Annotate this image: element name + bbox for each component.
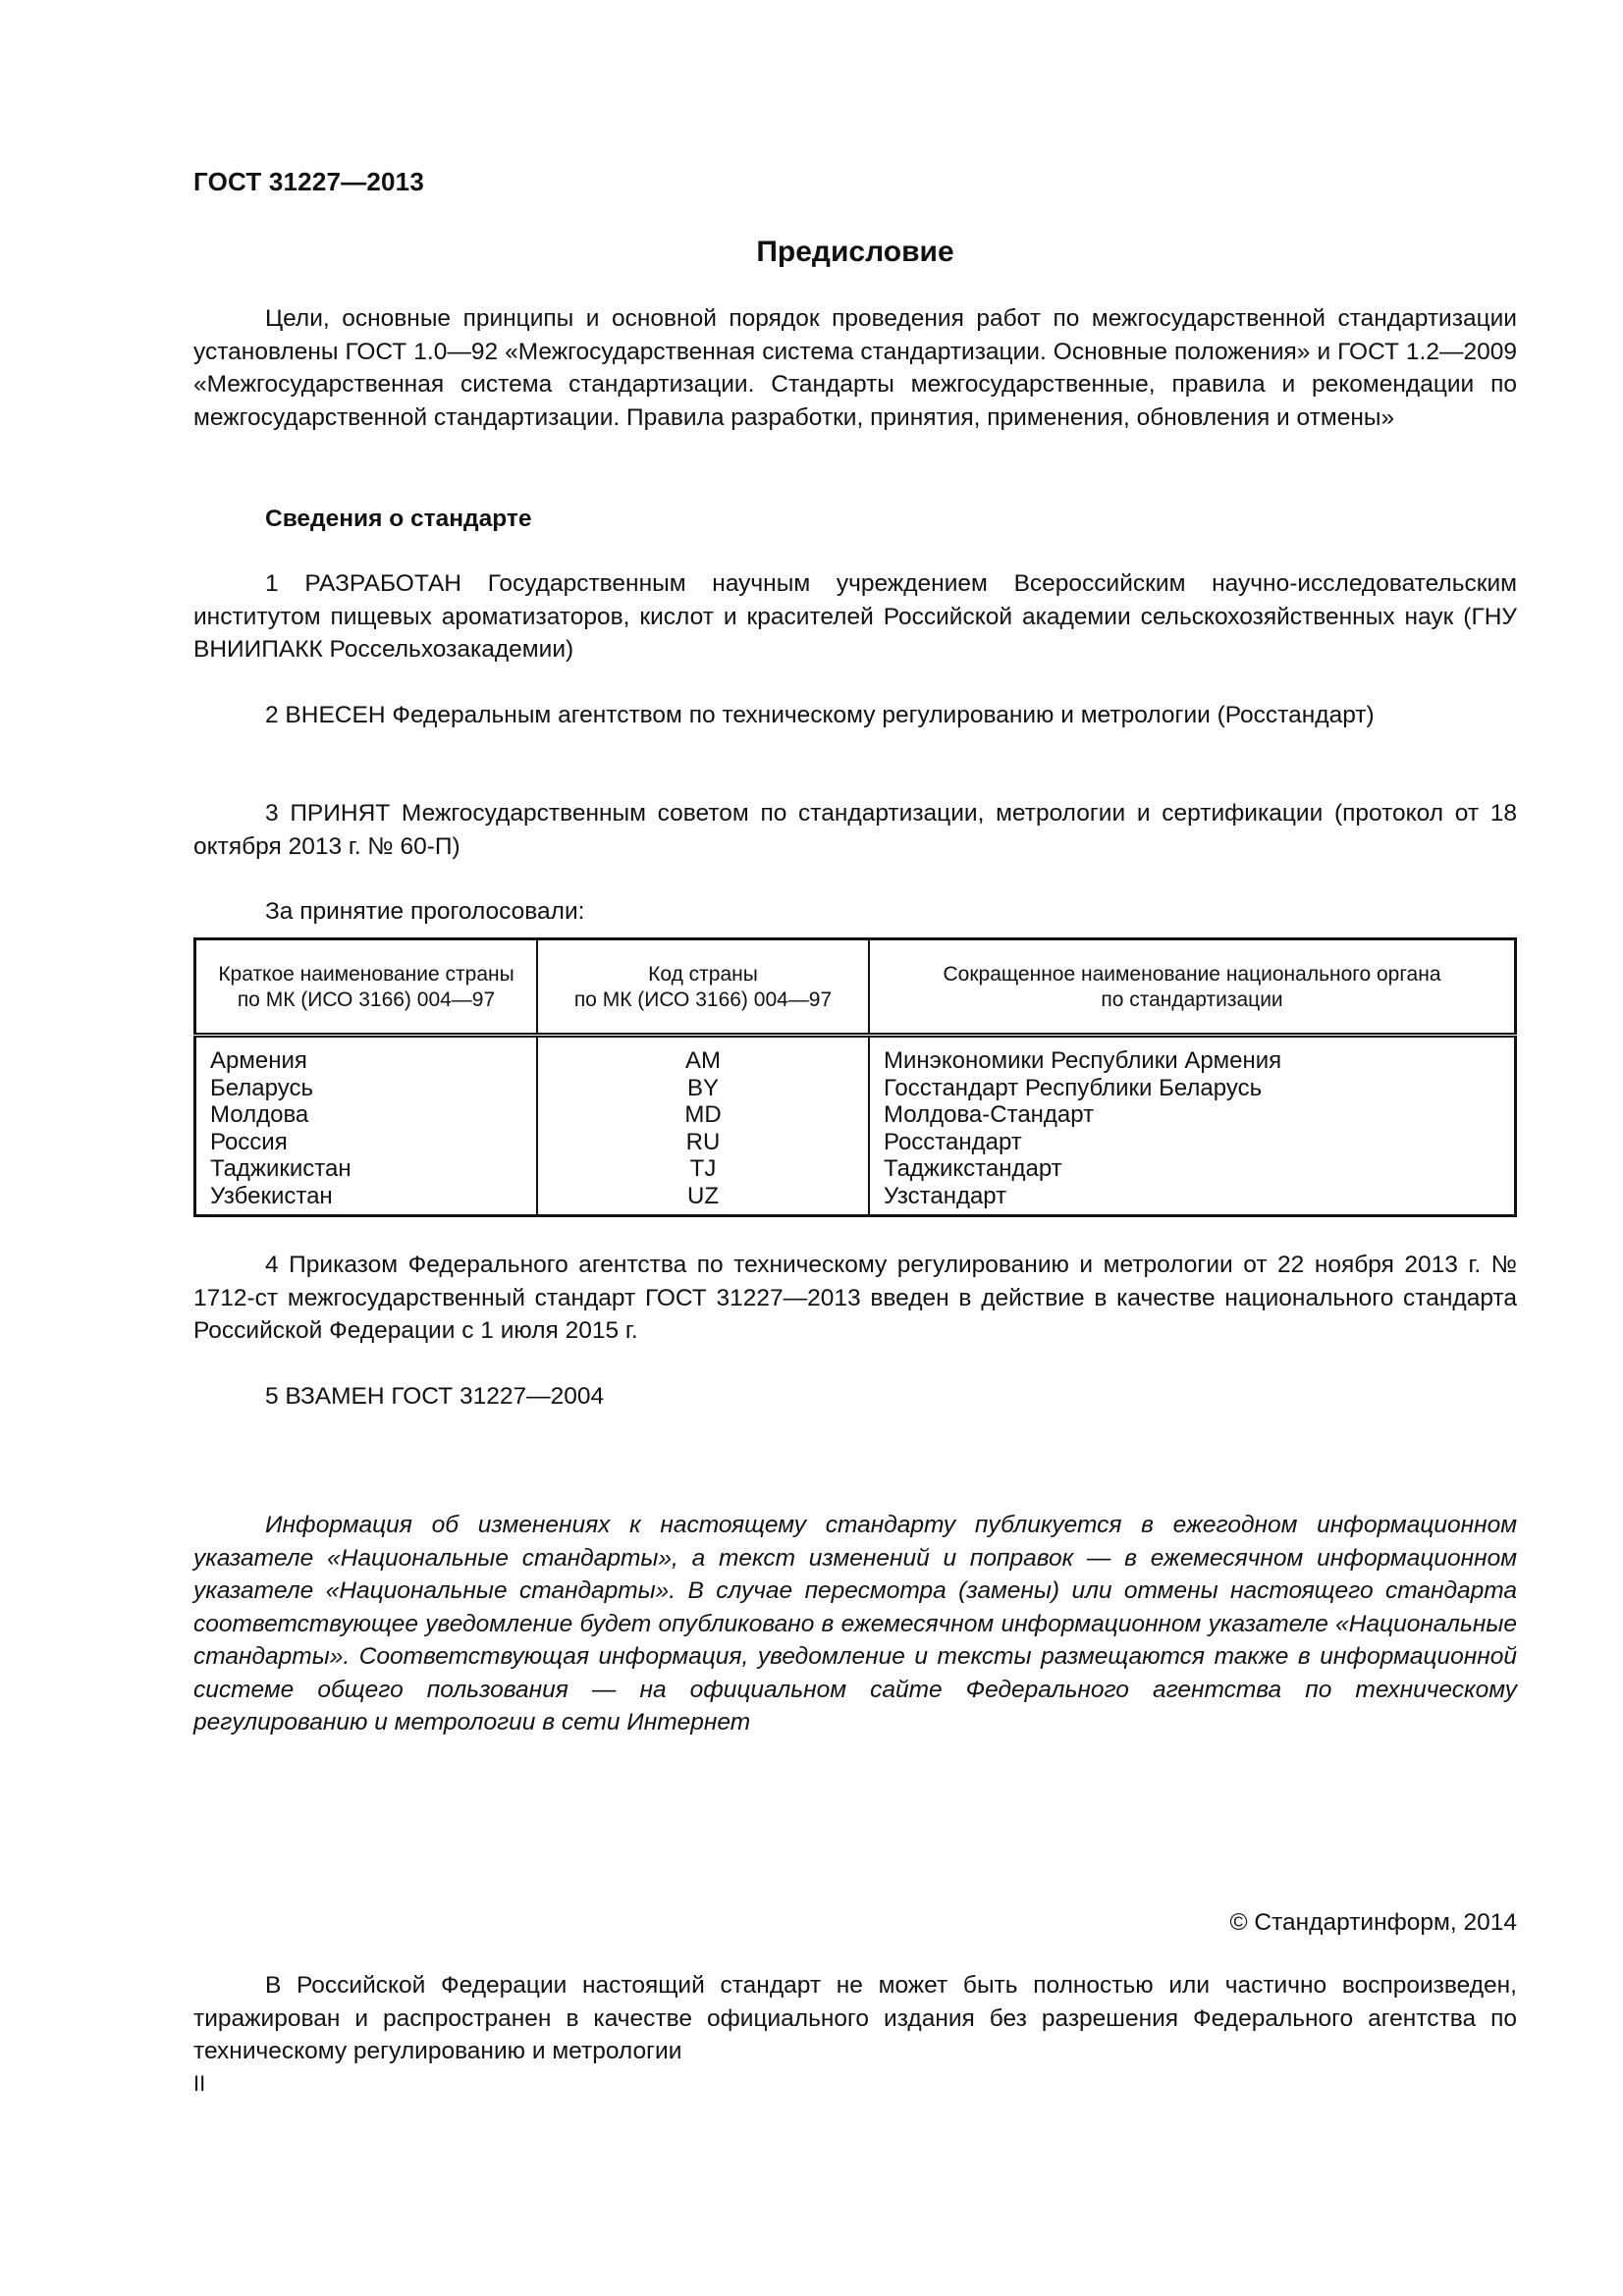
page-number: II <box>193 2071 206 2096</box>
country-code: MD <box>537 1101 869 1129</box>
reproduction-notice: В Российской Федерации настоящий стандарт не может быть полностью или частично воспроизведен, тиражирован и распространен в качестве официального издания без разрешения Федерального агентства по техническому регулированию и метрологии <box>193 1972 1517 2064</box>
item-adopted: 3 ПРИНЯТ Межгосударственным советом по стандартизации, метрологии и сертификации (протокол от 18 октября 2013 г. № 60-П) <box>193 800 1517 860</box>
table-row <box>195 1129 1516 1156</box>
national-body: Узстандарт <box>884 1182 1007 1209</box>
country-code: TJ <box>537 1155 869 1183</box>
item-submitted: 2 ВНЕСЕН Федеральным агентством по техническому регулированию и метрологии (Росстандарт) <box>265 702 1375 728</box>
table-row <box>195 1101 1516 1129</box>
table-row <box>195 1075 1516 1102</box>
item-enacted: 4 Приказом Федерального агентства по техническому регулированию и метрологии от 22 ноября 2013 г. № 1712-ст межгосударственный стандарт ГОСТ 31227—2013 введен в действие в качестве национального стандарта Российской Федерации с 1 июля 2015 г. <box>193 1252 1517 1344</box>
item-developed: 1 РАЗРАБОТАН Государственным научным учреждением Всероссийским научно-исследовательским институтом пищевых ароматизаторов, кислот и красителей Российской академии сельскохозяйственных наук (ГНУ ВНИИПАКК Россельхозакадемии) <box>193 570 1517 663</box>
country-code: AM <box>537 1036 869 1075</box>
table-row <box>195 1183 1516 1215</box>
national-body: Таджикстандарт <box>884 1155 1062 1183</box>
document-code: ГОСТ 31227—2013 <box>193 167 424 196</box>
page-title: Предисловие <box>756 236 954 268</box>
table-row <box>195 1036 1516 1075</box>
national-body: Росстандарт <box>884 1128 1022 1155</box>
country-name: Беларусь <box>195 1075 538 1102</box>
intro-paragraph: Цели, основные принципы и основной порядок проведения работ по межгосударственной стандартизации установлены ГОСТ 1.0—92 «Межгосударственная система стандартизации. Основные положения» и ГОСТ 1.2—2009 «Межгосударственная система стандартизации. Стандарты межгосударственные, правила и рекомендации по межгосударственной стандартизации. Правила разработки, принятия, применения, обновления и отмены» <box>193 305 1517 431</box>
national-body: Госстандарт Республики Беларусь <box>884 1074 1263 1101</box>
header-national-body: Сокращенное наименование национального органа по стандартизации <box>869 939 1516 1036</box>
header-country-name: Краткое наименование страны по МК (ИСО 3166) 004—97 <box>195 939 538 1036</box>
vote-label: За принятие проголосовали: <box>265 898 585 925</box>
country-name: Узбекистан <box>195 1183 538 1215</box>
header-country-code: Код страны по МК (ИСО 3166) 004—97 <box>537 939 869 1036</box>
table-row <box>195 1155 1516 1183</box>
country-name: Молдова <box>195 1101 538 1129</box>
national-body: Минэкономики Республики Армения <box>884 1047 1282 1074</box>
country-name: Армения <box>195 1036 538 1075</box>
copyright-notice: © Стандартинформ, 2014 <box>1229 1909 1517 1936</box>
changes-notice: Информация об изменениях к настоящему стандарту публикуется в ежегодном информационном указателе «Национальные стандарты», а текст изменений и поправок — в ежемесячном информационном указателе «Национальные стандарты». В случае пересмотра (замены) или отмены настоящего стандарта соответствующее уведомление будет опубликовано в ежемесячном информационном указателе «Национальные стандарты». Соответствующая информация, уведомление и тексты размещаются также в информационной системе общего пользования — на официальном сайте Федерального агентства по техническому регулированию и метрологии в сети Интернет <box>193 1512 1517 1735</box>
country-name: Россия <box>195 1129 538 1156</box>
country-code: UZ <box>537 1183 869 1215</box>
country-name: Таджикистан <box>195 1155 538 1183</box>
country-code: RU <box>537 1129 869 1156</box>
table-header-row <box>195 939 1516 1036</box>
item-replaces: 5 ВЗАМЕН ГОСТ 31227—2004 <box>265 1383 605 1410</box>
voting-countries-table <box>193 937 1517 1217</box>
info-heading: Сведения о стандарте <box>265 506 532 532</box>
country-code: BY <box>537 1075 869 1102</box>
national-body: Молдова-Стандарт <box>884 1101 1095 1129</box>
